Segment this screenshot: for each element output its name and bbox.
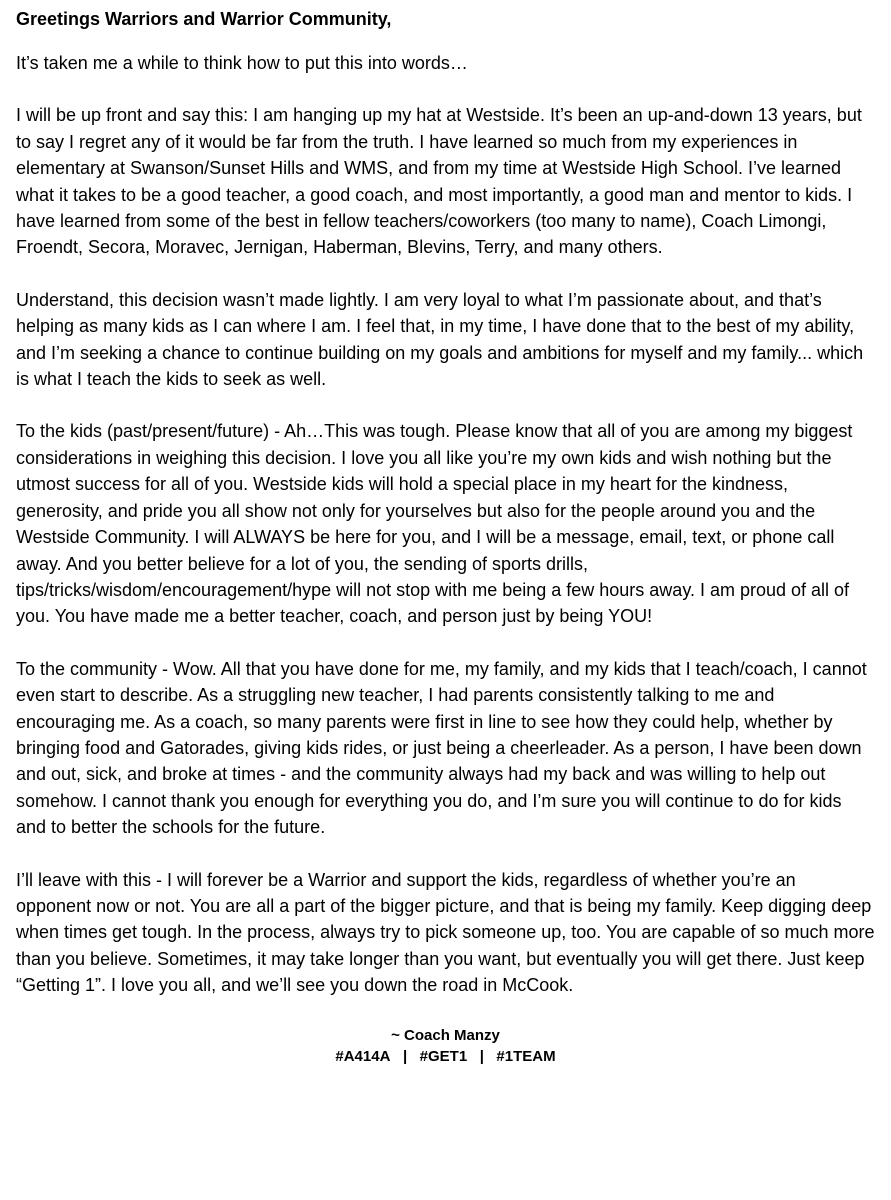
hashtag: #1TEAM	[496, 1047, 556, 1065]
hashtag: #A414A	[335, 1047, 391, 1065]
paragraph-to-community: To the community - Wow. All that you have done for me, my family, and my kids that I teach/coach, I cannot even start to describe. As a struggling new teacher, I had parents consistently talking to me and encouraging me. As a coach, so many parents were first in line to see how they could help, whether by bringing food and Gatorades, giving kids rides, or just being a cheerleader. As a person, I have been down and out, sick, and broke at times - and the community always had my back and was willing to help out somehow. I cannot thank you enough for everything you do, and I’m sure you will continue to do for kids and to better the schools for the future.	[16, 658, 867, 838]
paragraph-to-kids: To the kids (past/present/future) - Ah…This was tough. Please know that all of you are among my biggest considerations in weighing this decision. I love you all like you’re my own kids and wish nothing but the utmost success for all of you. Westside kids will hold a special place in my heart for the kindness, generosity, and pride you all show not only for yourselves but also for the people around you and the Westside Community. I will ALWAYS be here for you, and I will be a message, email, text, or phone call away. And you better believe for a lot of you, the sending of sports drills, tips/tricks/wisdom/encouragement/hype will not stop with me being a few hours away. I am proud of all of you. You have made me a better teacher, coach, and person just by being YOU!	[16, 421, 853, 627]
signature-name: ~ Coach Manzy	[391, 1026, 500, 1044]
paragraph-decision: Understand, this decision wasn’t made lightly. I am very loyal to what I’m passionate about, and that’s helping as many kids as I can where I am. I feel that, in my time, I have done that to the best of my ability, and I’m seeking a chance to continue building on my goals and ambitions for myself and my family... which is what I teach the kids to seek as well.	[16, 289, 864, 390]
paragraph-intro: It’s taken me a while to think how to put this into words…	[16, 53, 468, 73]
paragraph-farewell: I’ll leave with this - I will forever be a Warrior and support the kids, regardless of whether you’re an opponent now or not. You are all a part of the bigger picture, and that is being my family. Keep digging deep when times get tough. In the process, always try to pick someone up, too. You are capable of so much more than you believe. Sometimes, it may take longer than you want, but eventually you will get there. Just keep “Getting 1”. I love you all, and we’ll see you down the road in McCook.	[16, 869, 875, 996]
hashtag-separator: |	[402, 1047, 408, 1065]
signature-block	[16, 1025, 875, 1067]
hashtag: #GET1	[419, 1047, 468, 1065]
hashtag-separator: |	[479, 1047, 484, 1065]
paragraph-announcement: I will be up front and say this: I am hanging up my hat at Westside. It’s been an up-and-down 13 years, but to say I regret any of it would be far from the truth. I have learned so much from my experiences in elementary at Swanson/Sunset Hills and WMS, and from my time at Westside High School. I’ve learned what it takes to be a good teacher, a good coach, and most importantly, a good man and mentor to kids. I have learned from some of the best in fellow teachers/coworkers (too many to name), Coach Limongi, Froendt, Secora, Moravec, Jernigan, Haberman, Blevins, Terry, and many others.	[16, 105, 862, 258]
letter-greeting: Greetings Warriors and Warrior Community,	[16, 9, 392, 29]
hashtag-line	[16, 1046, 875, 1067]
